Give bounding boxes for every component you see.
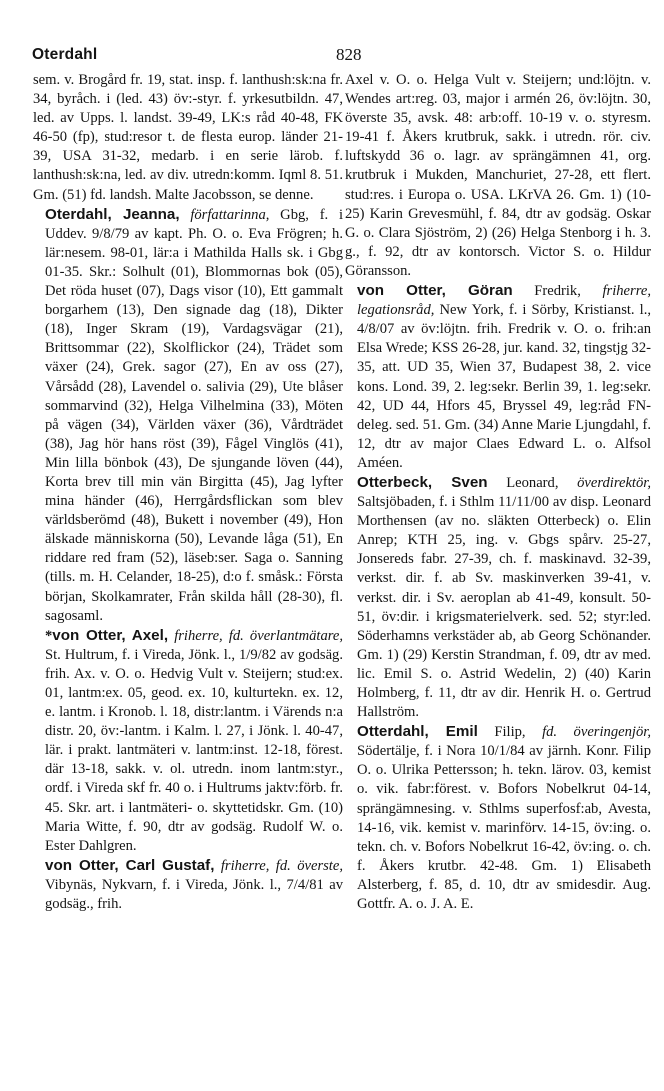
entry-name: von Otter, Carl Gustaf, [45, 856, 215, 874]
continued-entry [345, 71, 651, 281]
entry-body: St. Hultrum, f. i Vireda, Jönk. l., 1/9/82 av godsäg. frih. Ax. v. O. o. Hedvig Vult v. Steijern; stud:ex. 01, lantm:ex. 05, geod. ex. 10, kulturtekn. ex. 12, e. lantm. i Kronob. l. 18, distr:lantm. i Värends n:a distr. 20, öv:-lantm. i Kalm. l. 27, i Jönk. l. 40-47, lär. i prakt. lantmäteri v. lantm:inst. 12-18, förest. där 13-18, sakk. v. ol. utredn. inom lantm:styr., ordf. i Vireda skf fr. 40 o. i Hultrums jaktv:förb. fr. 45. Skr. art. i lantmäteri- o. skyttetidskr. Gm. (10) Maria Witte, f. 90, dtr av godsäg. Rudolf W. o. Ester Dahlgren. [45, 646, 343, 854]
entry-name: von Otter, Axel, [52, 626, 169, 644]
biography-entry [33, 205, 343, 626]
entry-body: sem. v. Brogård fr. 19, stat. insp. f. lanthush:sk:na fr. 34, byråch. i (led. 43) öv:-styr. f. yrkesutbildn. 47, led. av Upps. l. landst. 39-49, LK:s råd 40-48, FK 46-50 (fp), stud:resor t. de flesta europ. länder 21-39, USA 31-32, medarb. i en serie lärob. f. lanthush:sk:na, led. av div. utredn:komm. Iqml 8. 51. Gm. (51) fd. landsh. Malte Jacobsson, se denne. [33, 72, 343, 203]
entry-star: * [45, 627, 53, 644]
entry-name: von Otter, Göran [357, 282, 513, 300]
entry-name: Otterdahl, Emil [357, 723, 478, 741]
entry-body: Axel v. O. o. Helga Vult v. Steijern; und:löjtn. v. Wendes art:reg. 03, major i armén 26, öv:löjtn. 30, överste 35, avsk. 48: arb:off. 10-19 v. o. styresm. 19-41 f. Åkers krutbruk, sakk. i utredn. rör. civ. luftskydd 36 o. lagr. av sprängämnen 41, org. krutbruk i Mukden, Manchuriet, 27-28, ett flert. stud:res. i Europa o. USA. LKrVA 26. Gm. 1) (10-25) Karin Grevesmühl, f. 84, dtr av godsäg. Oskar G. o. Clara Sjöström, 2) (26) Helga Stenborg i h. 3. g., f. 92, dtr av kontorsch. Victor S. o. Hildur Göransson. [345, 72, 651, 279]
entry-name-rest: Leonard, [506, 474, 559, 491]
continued-entry [33, 71, 343, 205]
entry-name: Otterbeck, Sven [357, 473, 488, 491]
entry-body: New York, f. i Sörby, Kristianst. l., 4/8/07 av öv:löjtn. frih. Fredrik v. O. o. frih:an Elsa Wrede; KSS 26-28, jur. kand. 32, tingstjg 32-35, att. UD 35, Wien 37, Budapest 38, 2. vice kons. Lond. 39, 2. leg:sekr. Berlin 39, 1. leg:sekr. 42, UD 44, Hfors 45, Bryssel 49, leg:råd FN-deleg. sed. 51. Gm. (34) Anne Marie Ljungdahl, f. 12, dtr av major Claes Edward L. o. Alfsol Améen. [357, 302, 651, 471]
entry-role: fd. överingenjör, [542, 724, 651, 741]
entry-body: Gbg, f. i Uddev. 9/8/79 av kapt. Ph. O. o. Eva Frögren; h. lär:nesem. 98-01, lär:a i Mathilda Halls sk. i Gbg 01-35. Skr.: Solhult (01), Blommornas bok (05), Det röda huset (07), Dags visor (10), Ett gammalt borgarhem (13), Den signade dag (18), Dikter (18), Inger Skram (19), Vardagsvägar (21), Brittsommar (22), Skolflickor (24), Trädet som växer (24), Grek. sagor (27), En av oss (27), Vårsådd (28), Lavendel o. salivia (29), Ute blåser sommarvind (32), Helga Vilhelmina (33), Möten på vägen (34), Världen växer (36), Vårdträdet (38), Jag hör hans röst (39), Fågel Vinglös (41), Min lilla bönbok (43), De sjungande löven (44), Korta brev till min vän Birgitta (45), Jag lyfter mina händer (46), Herrgårdsflickan som blev världsberömd (48), Bukett i november (49), Hon älskade människorna (50), Levande låga (51), En riddare red fram (52), läseb:ser. Saga o. Sanning (tills. m. H. Celander, 18-25), d:o f. småsk.: Första början, Skolkamrater, Från skilda håll (28-30), fl. sagosaml. [45, 206, 344, 624]
entry-role: friherre, fd. överste, [220, 857, 343, 874]
entry-name-rest: Fredrik, [534, 283, 581, 300]
entry-body: Vibynäs, Nykvarn, f. i Vireda, Jönk. l., 7/4/81 av godsäg., frih. [45, 876, 343, 913]
biography-entry [33, 856, 343, 914]
entry-body: Saltsjöbaden, f. i Sthlm 11/11/00 av disp. Leonard Morthensen (av no. släkten Otterbeck) o. Elin Anrep; KTH 25, ing. v. Gbgs spårv. 25-27, Jonsereds fabr. 27-39, ch. f. maskinavd. 32-39, verkst. dir. f. ab Sv. maskinverken 39-41, v. verkst. dir. i Sv. aeroplan ab 41-49, konsult. 50-51, öv:dir. i krigsmaterielverk. sed. 52; styr:led. Söderhamns verkstäder ab, ab Georg Schönander. Gm. 1) (29) Kerstin Strandman, f. 09, dtr av med. lic. Emil S. o. Astrid Wedelin, 2) (40) Karin Holmberg, f. 11, dtr av dir. Henrik H. o. Gertrud Hallström. [357, 494, 651, 721]
entry-role: överdirektör, [577, 474, 651, 491]
entry-body: Södertälje, f. i Nora 10/1/84 av järnh. Konr. Filip O. o. Ulrika Pettersson; h. tekn. lärov. 03, kemist o. vik. fabr:förest. v. Bofors Nobelkrut 04-14, sprängämnesing. v. Sthlms superfosf:ab, Avesta, 14-16, vik. kemist v. marinförv. 14-15, öv:ing. o. tekn. ch. v. Bofors Nobelkrut 16-42, öv:ing. o. ch. f. Åkers krutbr. 42-48. Gm. 1) Elisabeth Alsterberg, f. 85, d. 10, dtr av smidesdir. Aug. Gottfr. A. o. J. A. E. [357, 743, 651, 913]
biography-entry [345, 281, 651, 473]
running-head: Oterdahl [32, 46, 98, 63]
entry-role: friherre, legationsråd, [357, 283, 651, 319]
biography-entry [33, 626, 343, 856]
entry-name-rest: Filip, [494, 724, 526, 741]
entry-role: författarinna, [190, 206, 270, 223]
biography-entry [345, 473, 651, 722]
right-column [345, 71, 651, 914]
entry-role: friherre, fd. överlantmätare, [174, 627, 344, 644]
left-column [33, 71, 343, 914]
page-header [32, 46, 644, 68]
page-number: 828 [336, 45, 362, 64]
entry-name: Oterdahl, Jeanna, [45, 205, 180, 223]
biography-entry [345, 722, 651, 914]
